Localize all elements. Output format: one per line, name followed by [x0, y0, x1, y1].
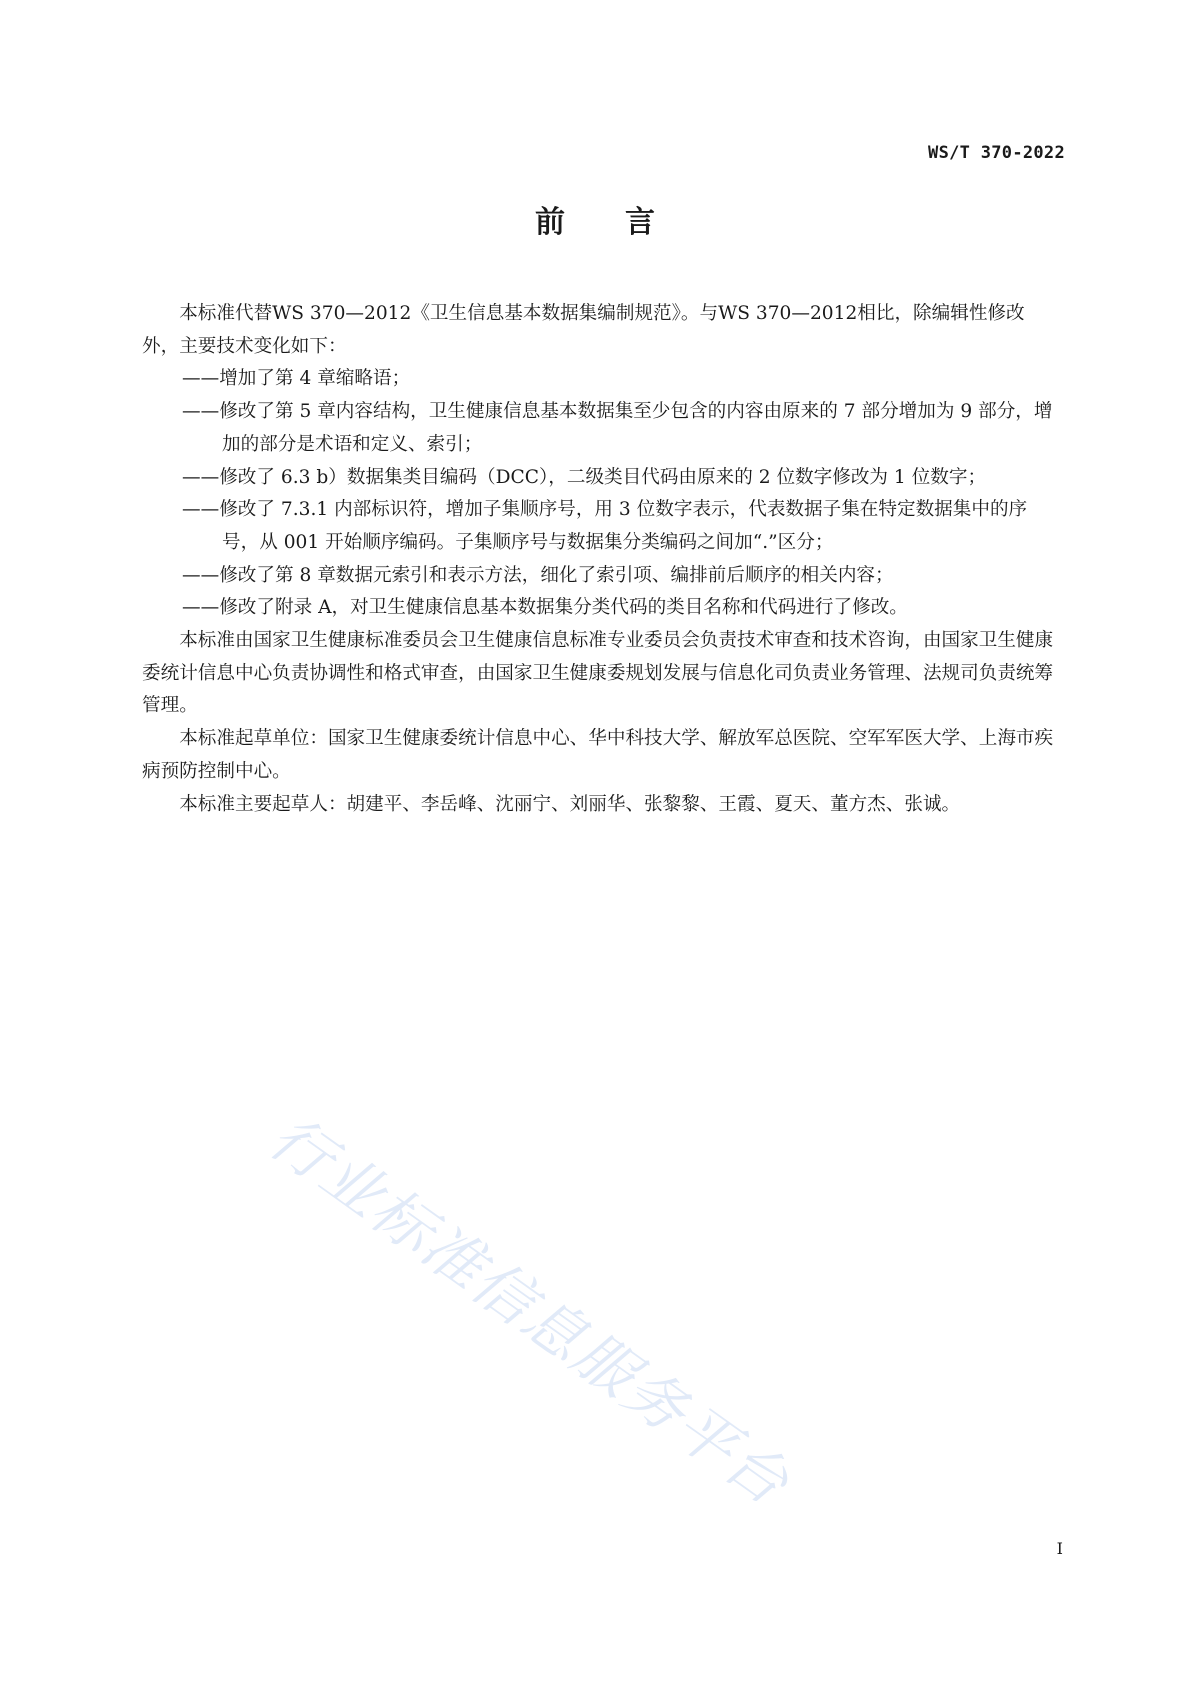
foreword-body [142, 298, 1060, 821]
change-item: ——修改了 7.3.1 内部标识符，增加子集顺序号，用 3 位数字表示，代表数据子集在特定数据集中的序号，从 001 开始顺序编码。子集顺序号与数据集分类编码之间加“.”区分； [182, 499, 1028, 553]
page-title: 前言 [535, 205, 715, 240]
intro-paragraph: 本标准代替WS 370—2012《卫生信息基本数据集编制规范》。与WS 370—2012相比，除编辑性修改外，主要技术变化如下： [142, 303, 1025, 357]
change-item: ——修改了 6.3 b）数据集类目编码（DCC），二级类目代码由原来的 2 位数字修改为 1 位数字； [182, 466, 987, 488]
change-item: ——修改了附录 A，对卫生健康信息基本数据集分类代码的类目名称和代码进行了修改。 [182, 597, 908, 619]
page-number: I [1056, 1539, 1063, 1558]
standard-code: WS/T 370-2022 [928, 143, 1065, 163]
drafters-paragraph: 本标准主要起草人：胡建平、李岳峰、沈丽宁、刘丽华、张黎黎、王霞、夏天、董方杰、张诚。 [179, 793, 961, 815]
change-item: ——修改了第 5 章内容结构，卫生健康信息基本数据集至少包含的内容由原来的 7 部分增加为 9 部分，增加的部分是术语和定义、索引； [182, 401, 1053, 455]
watermark: 行业标准信息服务平台 [256, 1102, 803, 1520]
management-paragraph: 本标准由国家卫生健康标准委员会卫生健康信息标准专业委员会负责技术审查和技术咨询，由国家卫生健康委统计信息中心负责协调性和格式审查，由国家卫生健康委规划发展与信息化司负责业务管理、法规司负责统筹管理。 [142, 630, 1054, 717]
change-item: ——增加了第 4 章缩略语； [182, 368, 411, 390]
drafting-units-paragraph: 本标准起草单位：国家卫生健康委统计信息中心、华中科技大学、解放军总医院、空军军医大学、上海市疾病预防控制中心。 [142, 728, 1054, 782]
change-item: ——修改了第 8 章数据元索引和表示方法，细化了索引项、编排前后顺序的相关内容； [182, 564, 894, 586]
